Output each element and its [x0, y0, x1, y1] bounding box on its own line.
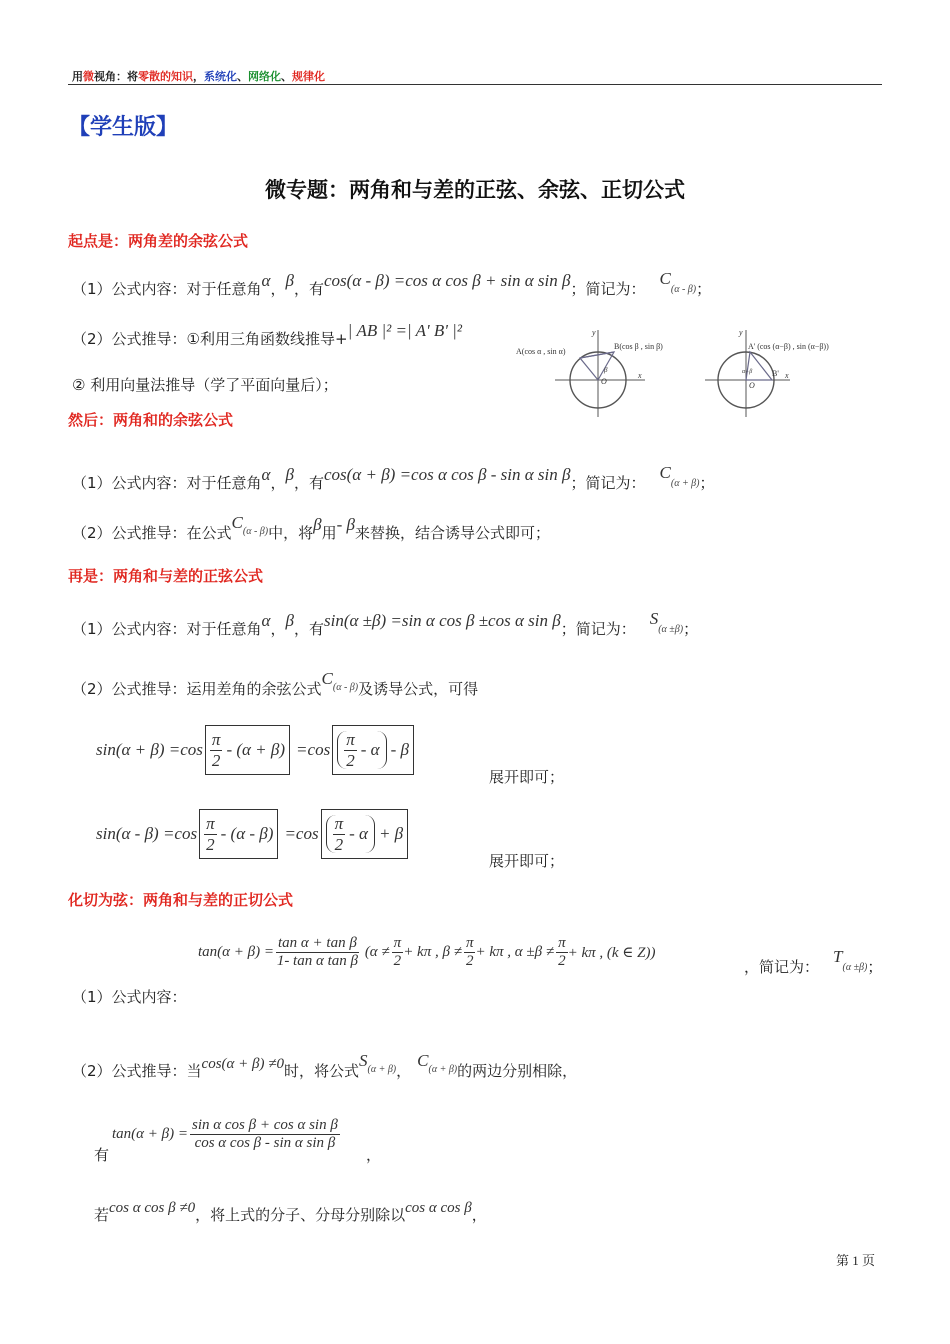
header-divider	[68, 84, 882, 85]
s3-equation-1: sin(α + β) =cos $\frac{\pi}{2}$ - (α + β) =cos $\frac{\pi}{2}$ - α - β	[96, 726, 414, 774]
s4-have-label: 有	[94, 1146, 110, 1164]
fig-left-a-label: A(cos α , sin α)	[516, 347, 566, 356]
svg-text:x: x	[785, 371, 789, 380]
svg-text:y: y	[592, 328, 596, 337]
s2-content-line: （1）公式内容：对于任意角α，β，有cos(α + β) =cos α cos β - sin α sin β；简记为：C(α + β)；	[72, 463, 715, 492]
section-heading-4: 化切为弦：两角和与差的正切公式	[68, 891, 294, 909]
section-heading-3: 再是：两角和与差的正弦公式	[68, 567, 264, 585]
s1-content-line: （1）公式内容：对于任意角α，β，有cos(α - β) =cos α cos β + sin α sin β；简记为：C(α - β)；	[72, 269, 712, 298]
unit-circle-figures	[510, 322, 860, 422]
s3-expand-1: 展开即可；	[489, 768, 565, 786]
svg-text:β: β	[604, 366, 608, 374]
section-heading-1: 起点是：两角差的余弦公式	[68, 232, 249, 250]
s1-derivation-line-2: ② 利用向量法推导（学了平面向量后）；	[72, 376, 338, 394]
svg-text:B': B'	[772, 369, 779, 378]
page-title: 微专题：两角和与差的正弦、余弦、正切公式	[265, 178, 685, 202]
s3-expand-2: 展开即可；	[489, 852, 565, 870]
page-number: 第 1 页	[836, 1253, 876, 1268]
svg-text:O: O	[749, 381, 755, 390]
fig-left-b-label: B(cos β , sin β)	[614, 342, 663, 351]
s4-content-label: （1）公式内容：	[72, 988, 187, 1006]
svg-text:x: x	[638, 371, 642, 380]
s2-derivation-line: （2）公式推导：在公式$C^{(\alpha - \beta)}$中，将β用- β来替换，结合诱导公式即可；	[72, 513, 551, 542]
student-version-label: 【学生版】	[68, 115, 179, 140]
section-heading-2: 然后：两角和的余弦公式	[68, 411, 234, 429]
s3-derivation-line: （2）公式推导：运用差角的余弦公式$C^{(\alpha - \beta)}$及诱导公式，可得	[72, 669, 479, 698]
s4-tan-abbrev: ，简记为：T(α ±β)；	[744, 947, 883, 976]
s1-derivation-line: （2）公式推导：①利用三角函数线推导+| AB |² =| A' B' |²	[72, 321, 462, 348]
s4-tan-formula: tan(α + β) = $\frac{\text{tan α + tan β}}{\text{1- tan α tan β}}$ (α ≠ $\frac{\pi}{2}$ + kπ , β ≠ $\frac{\pi}{2}$ + kπ , α ±β ≠ $\frac{\pi}{2}$ + kπ , (k ∈ Z))	[198, 934, 656, 969]
svg-text:O: O	[601, 377, 607, 386]
fig-right-a-label: A' (cos (α−β) , sin (α−β))	[748, 342, 829, 351]
s4-derivation-line: （2）公式推导：当cos(α + β) ≠0时，将公式$S^{(\alpha + \beta)}$，$C^{(\alpha + \beta)}$的两边分别相除，	[72, 1051, 578, 1080]
header-slogan: 用微视角：将零散的知识，系统化、网络化、规律化	[72, 70, 325, 83]
s3-equation-2: sin(α - β) =cos $\frac{\pi}{2}$ - (α - β) =cos $\frac{\pi}{2}$ - α + β	[96, 810, 408, 858]
s4-quotient-end: ，	[366, 1146, 382, 1164]
svg-text:α−β: α−β	[742, 369, 753, 375]
svg-text:y: y	[739, 328, 743, 337]
s3-content-line: （1）公式内容：对于任意角α，β，有sin(α ±β) =sin α cos β ±cos α sin β；简记为：S(α ±β)；	[72, 609, 699, 638]
s4-tan-quotient: tan(α + β) = $\frac{\text{sin α cos β + cos α sin β}}{\text{cos α cos β - sin α sin β}}$	[112, 1116, 338, 1151]
s4-if-line: 若cos α cos β ≠0，将上式的分子、分母分别除以cos α cos β，	[94, 1200, 487, 1224]
